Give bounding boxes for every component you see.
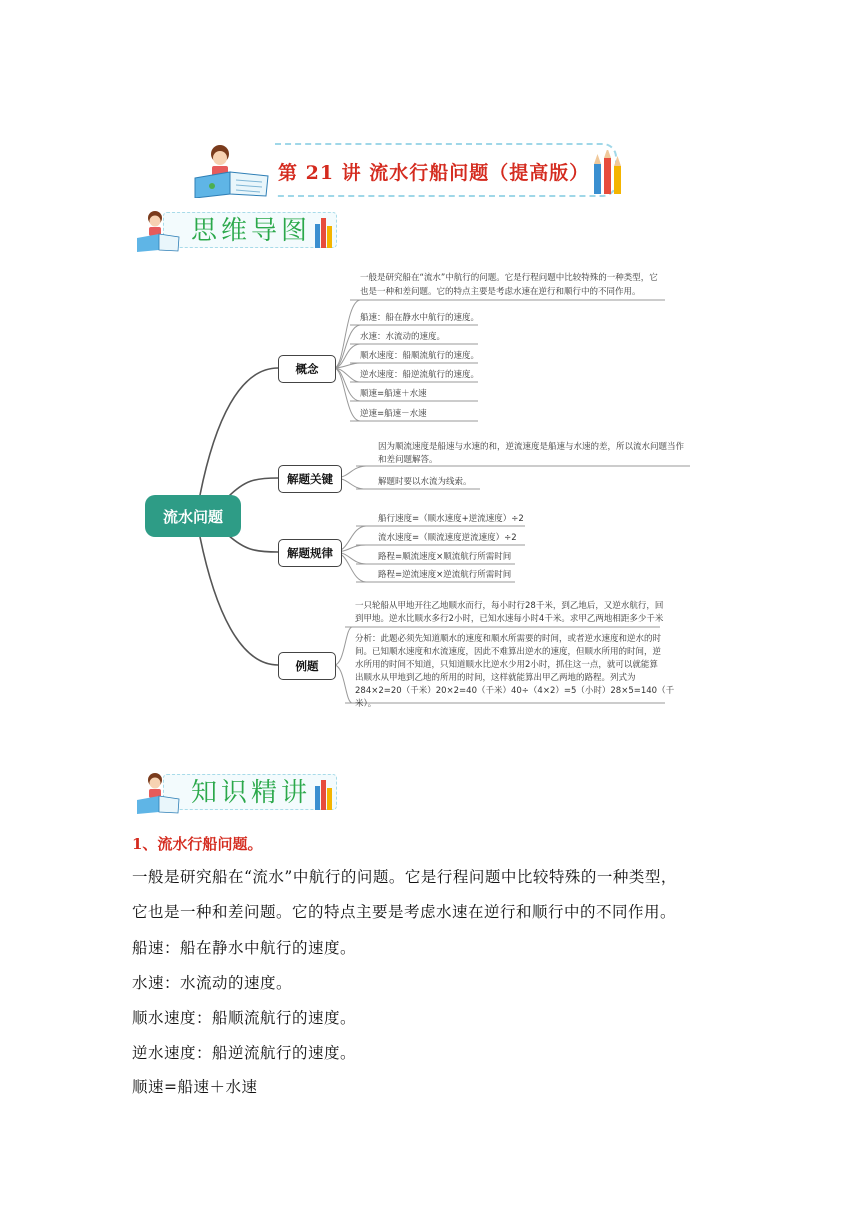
branch-concept: 概念: [278, 355, 336, 383]
leaf-text: 水速：水流动的速度。: [360, 332, 446, 342]
reading-child-icon: [135, 770, 181, 814]
leaf-text: 出顺水从甲地到乙地的所用的时间，这样就能算出甲乙两地的路程。列式为: [355, 673, 636, 683]
leaf-text: 间。已知顺水速度和水流速度，因此不难算出逆水的速度，但顺水所用的时间，逆: [355, 647, 662, 657]
body-line: 一般是研究船在“流水”中航行的问题。它是行程问题中比较特殊的一种类型，: [132, 868, 677, 886]
body-line: 顺水速度：船顺流航行的速度。: [132, 1009, 357, 1027]
leaf-text: 水所用的时间不知道，只知道顺水比逆水少用2小时，抓住这一点，就可以就能算: [355, 660, 658, 670]
section-title: 知识精讲: [191, 778, 312, 808]
leaf-text: 一般是研究船在“流水”中航行的问题。它是行程问题中比较特殊的一种类型，它: [360, 273, 658, 283]
leaf-text: 路程=顺流速度×顺流航行所需时间: [378, 552, 512, 562]
body-line: 顺速=船速＋水速: [132, 1078, 258, 1096]
leaf-text: 顺水速度：船顺流航行的速度。: [360, 351, 480, 361]
knowledge-section-header: [135, 768, 335, 812]
leaf-text: 逆水速度：船逆流航行的速度。: [360, 370, 480, 380]
leaf-text: 逆速=船速－水速: [360, 409, 427, 419]
leaf-text: 路程=逆流速度×逆流航行所需时间: [378, 570, 512, 580]
body-line: 逆水速度：船逆流航行的速度。: [132, 1044, 357, 1062]
leaf-text: 284×2=20（千米）20×2=40（千米）40÷（4×2）=5（小时）28×5=140（千: [355, 686, 675, 696]
body-line: 水速：水流动的速度。: [132, 974, 293, 992]
branch-rules: 解题规律: [278, 539, 342, 567]
branch-example: 例题: [278, 652, 336, 680]
body-line: 船速：船在静水中航行的速度。: [132, 939, 357, 957]
leaf-text: 和差问题解答。: [378, 455, 438, 465]
leaf-text: 解题时要以水流为线索。: [378, 477, 472, 487]
leaf-text: 也是一种和差问题。它的特点主要是考虑水速在逆行和顺行中的不同作用。: [360, 287, 641, 297]
mind-map-root: 流水问题: [145, 495, 241, 537]
leaf-text: 船行速度=（顺水速度+逆流速度）÷2: [378, 514, 524, 524]
leaf-text: 米）。: [355, 699, 377, 709]
leaf-text: 船速：船在静水中航行的速度。: [360, 313, 480, 323]
section-title: 思维导图: [191, 216, 312, 246]
leaf-text: 分析：此题必须先知道顺水的速度和顺水所需要的时间，或者逆水速度和逆水的时: [355, 634, 662, 644]
section-heading: 1、流水行船问题。: [132, 835, 263, 853]
leaf-text: 顺速=船速＋水速: [360, 389, 427, 399]
leaf-text: 一只轮船从甲地开往乙地顺水而行，每小时行28千米，到乙地后，又逆水航行，回: [355, 601, 664, 611]
body-line: 它也是一种和差问题。它的特点主要是考虑水速在逆行和顺行中的不同作用。: [132, 903, 677, 921]
pencils-icon: [313, 774, 335, 812]
page-title: 第 21 讲 流水行船问题（提高版）: [278, 162, 590, 184]
branch-key-points: 解题关键: [278, 465, 342, 493]
leaf-text: 流水速度=（顺流速度逆流速度）÷2: [378, 533, 517, 543]
leaf-text: 因为顺流速度是船速与水速的和，逆流速度是船速与水速的差，所以流水问题当作: [378, 442, 685, 452]
leaf-text: 到甲地。逆水比顺水多行2小时，已知水速每小时4千米。求甲乙两地相距多少千米: [355, 614, 664, 624]
